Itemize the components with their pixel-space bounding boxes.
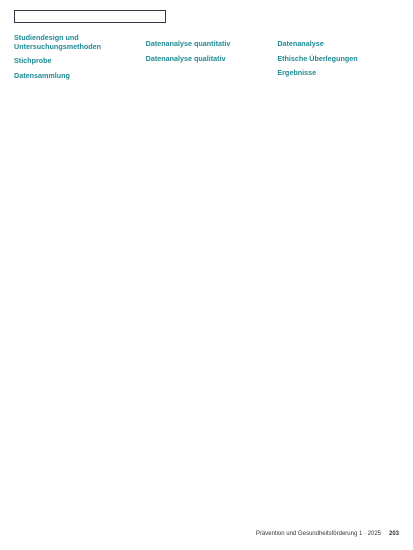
- article-section: [277, 55, 399, 64]
- section-heading: Stichprobe: [14, 56, 52, 66]
- section-heading: Datenanalyse: [277, 39, 324, 48]
- article-section: [146, 55, 268, 64]
- section-heading: Datensammlung: [14, 70, 70, 80]
- article-section: [277, 69, 399, 78]
- article-section: [14, 34, 136, 51]
- section-heading: Ethische Überlegungen: [277, 53, 358, 63]
- article-section: [146, 40, 268, 49]
- article-section: [14, 57, 136, 66]
- page-footer: [14, 531, 399, 542]
- column-3: [277, 34, 399, 526]
- page-number: 203: [388, 531, 399, 537]
- article-section: [277, 40, 399, 49]
- article-columns: [14, 34, 399, 526]
- article-section: [14, 72, 136, 81]
- journal-citation: Prävention und Gesundheitsförderung 1 · 2025: [255, 531, 381, 537]
- section-heading: Studiendesign und Untersuchungsmethoden: [14, 34, 102, 51]
- section-heading: Datenanalyse qualitativ: [145, 53, 226, 63]
- column-1: [14, 34, 136, 526]
- header-frame: [14, 10, 166, 23]
- section-heading: Datenanalyse quantitativ: [145, 39, 231, 48]
- section-heading: Ergebnisse: [277, 68, 317, 78]
- column-2: [146, 34, 268, 526]
